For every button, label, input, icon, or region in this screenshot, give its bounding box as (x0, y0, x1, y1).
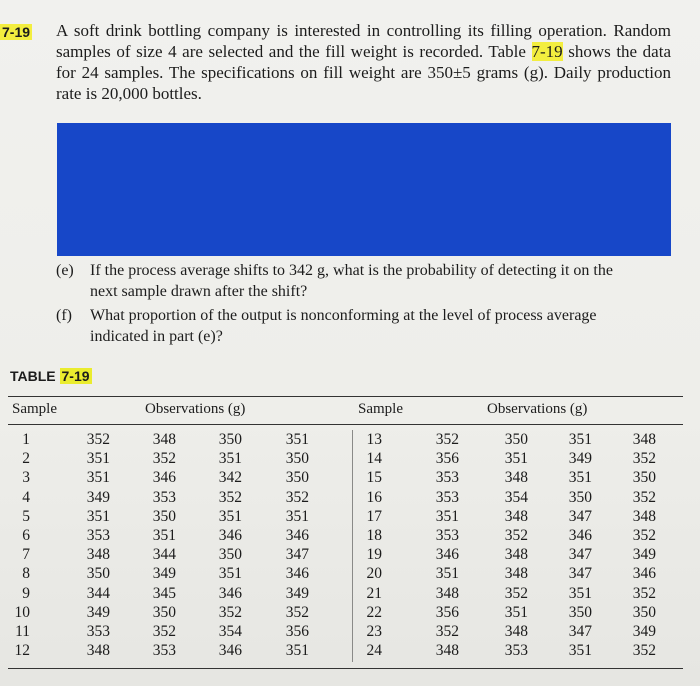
obs-cell: 352 (632, 526, 656, 544)
table-bottom-rule (8, 668, 683, 669)
table-title-number: 7-19 (61, 368, 90, 384)
sample-number: 6 (22, 526, 30, 544)
obs-cell: 349 (568, 450, 592, 468)
sample-number: 18 (366, 526, 382, 544)
obs-cell: 346 (152, 469, 176, 487)
obs-cell: 347 (568, 507, 592, 525)
obs-cell: 350 (152, 603, 176, 621)
obs-cell: 348 (86, 642, 110, 660)
obs-cell: 356 (285, 622, 309, 640)
obs3-col-right (556, 430, 592, 660)
obs-cell: 351 (504, 450, 528, 468)
obs-cell: 352 (504, 584, 528, 602)
obs-cell: 346 (218, 526, 242, 544)
obs-cell: 351 (218, 450, 242, 468)
obs-cell: 349 (86, 603, 110, 621)
sample-col-left (0, 430, 30, 660)
sample-number: 13 (366, 431, 382, 448)
part-f-line1: What proportion of the output is nonconforming at the level of process average (90, 307, 597, 324)
obs-cell: 352 (218, 488, 242, 506)
obs-cell: 351 (285, 431, 309, 448)
obs-cell: 353 (152, 642, 176, 660)
sample-number: 1 (22, 431, 30, 448)
obs-cell: 352 (285, 488, 309, 506)
header-sample-left: Sample (12, 401, 57, 417)
sample-number: 11 (15, 622, 30, 640)
obs-cell: 351 (435, 565, 459, 583)
obs-cell: 352 (632, 642, 656, 660)
problem-table-ref: 7-19 (531, 42, 563, 61)
obs-cell: 350 (285, 469, 309, 487)
obs-cell: 351 (504, 603, 528, 621)
obs-cell: 347 (568, 546, 592, 564)
obs3-col-left (206, 430, 242, 660)
obs-cell: 347 (568, 565, 592, 583)
table-top-rule (8, 396, 683, 397)
obs-cell: 350 (568, 488, 592, 506)
obs-cell: 346 (285, 526, 309, 544)
obs-cell: 350 (152, 507, 176, 525)
obs-cell: 348 (152, 431, 176, 448)
obs-cell: 350 (568, 603, 592, 621)
obs-cell: 346 (285, 565, 309, 583)
obs-cell: 348 (435, 642, 459, 660)
obs-cell: 344 (86, 584, 110, 602)
obs-cell: 350 (285, 450, 309, 468)
sample-number: 2 (22, 450, 30, 468)
sample-number: 7 (22, 546, 30, 564)
obs-cell: 346 (218, 642, 242, 660)
table-title-prefix: TABLE (10, 368, 60, 384)
sample-number: 4 (22, 488, 30, 506)
header-sample-right: Sample (358, 401, 403, 417)
obs2-col-right (492, 430, 528, 660)
table-title (10, 368, 92, 384)
sample-number: 21 (366, 584, 382, 602)
sample-number: 17 (366, 507, 382, 525)
obs-cell: 349 (285, 584, 309, 602)
sample-number: 8 (22, 565, 30, 583)
obs-cell: 349 (152, 565, 176, 583)
part-f (56, 305, 597, 347)
obs-cell: 351 (86, 507, 110, 525)
obs-cell: 346 (632, 565, 656, 583)
obs1-col-left (74, 430, 110, 660)
obs-cell: 351 (568, 642, 592, 660)
redaction-block (57, 123, 671, 256)
obs-cell: 348 (632, 431, 656, 448)
obs-cell: 351 (218, 565, 242, 583)
sample-number: 24 (366, 642, 382, 660)
header-bottom-rule (8, 424, 683, 425)
part-f-line2: indicated in part (e)? (90, 328, 223, 345)
obs-cell: 346 (568, 526, 592, 544)
obs-cell: 353 (86, 622, 110, 640)
obs-cell: 356 (435, 450, 459, 468)
obs-cell: 352 (435, 622, 459, 640)
obs-cell: 351 (218, 507, 242, 525)
obs-cell: 351 (435, 507, 459, 525)
obs-cell: 350 (218, 546, 242, 564)
obs-cell: 347 (568, 622, 592, 640)
sample-number: 10 (14, 603, 30, 621)
problem-number: 7-19 (2, 24, 31, 40)
obs1-col-right (423, 430, 459, 660)
sample-number: 20 (366, 565, 382, 583)
obs-cell: 349 (86, 488, 110, 506)
obs-cell: 353 (435, 469, 459, 487)
obs-cell: 350 (504, 431, 528, 448)
obs-cell: 348 (504, 469, 528, 487)
obs-cell: 348 (504, 507, 528, 525)
obs2-col-left (140, 430, 176, 660)
obs-cell: 351 (285, 642, 309, 660)
obs-cell: 350 (632, 469, 656, 487)
obs-cell: 352 (152, 622, 176, 640)
obs-cell: 352 (218, 603, 242, 621)
obs-cell: 353 (435, 488, 459, 506)
obs-cell: 352 (632, 584, 656, 602)
part-e-label: (e) (56, 262, 74, 279)
obs-cell: 353 (86, 526, 110, 544)
sample-col-right (352, 430, 382, 660)
problem-statement (56, 20, 671, 104)
obs-cell: 350 (632, 603, 656, 621)
obs-cell: 348 (504, 622, 528, 640)
obs-cell: 344 (152, 546, 176, 564)
sample-number: 19 (366, 546, 382, 564)
problem-text-after: shows the data for 24 samples. The specifications on fill weight are 350±5 grams (g). Daily production rate is 20,000 bottles. (56, 42, 671, 103)
obs-cell: 352 (632, 450, 656, 468)
obs-cell: 345 (152, 584, 176, 602)
obs-cell: 352 (504, 526, 528, 544)
obs-cell: 351 (86, 450, 110, 468)
obs-cell: 348 (504, 565, 528, 583)
obs-cell: 342 (218, 469, 242, 487)
obs-cell: 351 (86, 469, 110, 487)
obs-cell: 347 (285, 546, 309, 564)
obs-cell: 352 (152, 450, 176, 468)
obs-cell: 354 (504, 488, 528, 506)
obs-cell: 349 (632, 622, 656, 640)
obs-cell: 351 (152, 526, 176, 544)
header-observations-right: Observations (g) (487, 401, 588, 417)
obs4-col-left (273, 430, 309, 660)
obs-cell: 351 (285, 507, 309, 525)
obs-cell: 346 (218, 584, 242, 602)
problem-text-before: A soft drink bottling company is interested in controlling its filling operation. Random samples of size 4 are selected and the fill weight is recorded. Table (56, 21, 671, 61)
part-f-label: (f) (56, 307, 72, 324)
obs-cell: 349 (632, 546, 656, 564)
obs-cell: 354 (218, 622, 242, 640)
sample-number: 14 (366, 450, 382, 468)
obs-cell: 346 (435, 546, 459, 564)
obs-cell: 351 (568, 431, 592, 448)
sample-number: 5 (22, 507, 30, 525)
sample-number: 12 (14, 642, 30, 660)
part-e (56, 260, 613, 302)
obs-cell: 352 (285, 603, 309, 621)
obs-cell: 348 (86, 546, 110, 564)
obs-cell: 348 (632, 507, 656, 525)
sample-number: 16 (366, 488, 382, 506)
obs-cell: 353 (152, 488, 176, 506)
sample-number: 9 (22, 584, 30, 602)
obs-cell: 356 (435, 603, 459, 621)
obs-cell: 348 (435, 584, 459, 602)
part-e-line2: next sample drawn after the shift? (90, 283, 308, 300)
obs-cell: 351 (568, 469, 592, 487)
obs-cell: 352 (632, 488, 656, 506)
sample-number: 23 (366, 622, 382, 640)
obs-cell: 350 (218, 431, 242, 448)
header-observations-left: Observations (g) (145, 401, 246, 417)
obs-cell: 348 (504, 546, 528, 564)
part-e-line1: If the process average shifts to 342 g, what is the probability of detecting it on the (90, 262, 613, 279)
sample-number: 15 (366, 469, 382, 487)
sample-number: 22 (366, 603, 382, 621)
obs-cell: 350 (86, 565, 110, 583)
obs-cell: 352 (435, 431, 459, 448)
obs-cell: 353 (435, 526, 459, 544)
obs-cell: 353 (504, 642, 528, 660)
obs-cell: 351 (568, 584, 592, 602)
obs-cell: 352 (86, 431, 110, 448)
obs4-col-right (620, 430, 656, 660)
sample-number: 3 (22, 469, 30, 487)
